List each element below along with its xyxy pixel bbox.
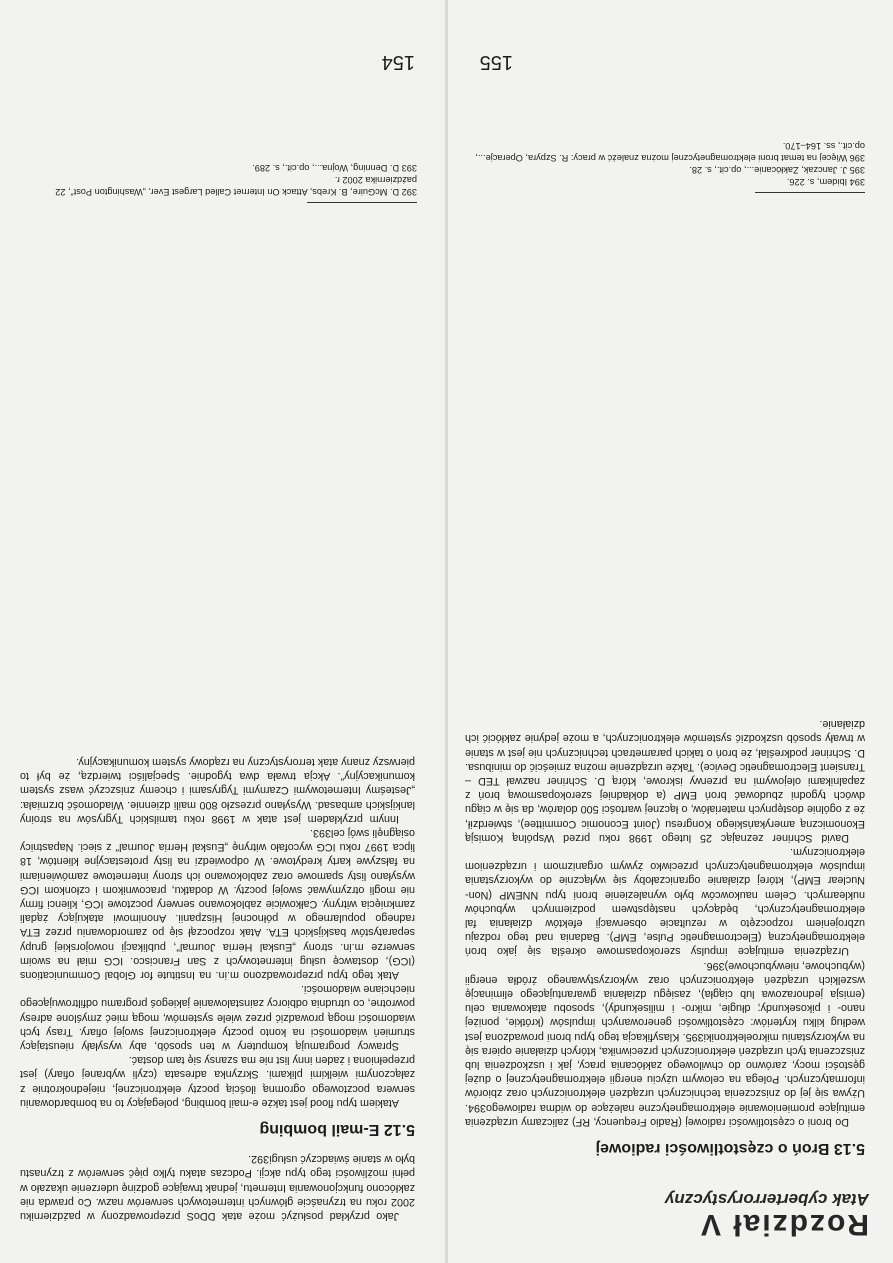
footnote: 393 D. Denning, Wojna..., op.cit., s. 289. [252, 163, 417, 173]
footnote-rule [307, 202, 417, 203]
page-154 [0, 0, 445, 1263]
footnotes [17, 162, 417, 203]
text-column [20, 755, 415, 1223]
paragraph: Innym przykładem jest atak w 1998 roku tamilskich Tygrysów na stroiny lankijskich ambasad. Wysyłano przeszło 800 maili dziennie. Wiadomość brzmiała: „Jesteśmy Internetowymi Czarnymi Tygrysami i chcemy zniszczyć wasz system komunikacyjny”. Akcja trwała dwa tygodnie. Specjaliści twierdzą, że był to pierwszy znany atak terrorystyczny na rządowy system komunikacyjny. [20, 755, 415, 825]
paragraph: Atakiem typu flood jest także e-mail bombing, polegający to na bombardowaniu serwera pocztowego ogromną ilością poczty elektronicznej, niejednokrotnie z załączonymi wielkimi plikami. Skrzynka adresata (czyli wybranej ofiary) jest przepełniona i żaden inny list nie ma szansy się tam dostać. [20, 1054, 415, 1109]
chapter-subtitle: Atak cyberterrorystyczny [664, 1190, 869, 1209]
section-heading-5-12: 5.12 E-mail bombing [259, 1120, 415, 1138]
footnote: 396 Więcej na temat broni elektromagnetycznej można znaleźć w pracy: R. Szpyra, Operacje..., op.cit., ss. 164–170. [475, 141, 865, 163]
page-155 [448, 0, 893, 1263]
paragraph: Urządzenia emitujące impulsy szerokopasmowe określa się jako broń elektromagnetyczną (Electromagnetic Pulse, EMP). Badania nad tego rodzaju uzbrojeniem rozpoczęto w rezultacie obserwacji efektów działania fal elektromagnetycznych, będących następstwem podziemnych wybuchów nuklearnych. Celem naukowców było wynalezienie broni typu NNEMP (Non-Nuclear EMP), której działanie ograniczałoby się wyłącznie do wykorzystania impulsów elektromagnetycznych przeciwko żywym organizmom i urządzeniom elektronicznym. [465, 845, 865, 958]
footnote: 392 D. McGuire, B. Krebs, Attack On Internet Called Largest Ever, „Washington Post”, 22 października 2002 r. [55, 175, 417, 197]
chapter-title: Rozdział V [698, 1208, 869, 1241]
paragraph: Do broni o częstotliwości radiowej (Radio Frequency, RF) zaliczamy urządzenia emitujące promieniowanie elektromagnetyczne należące do widma radiowego394. Używa się jej do zniszczenia technicznych urządzeń elektronicznych oraz zbiorów informatycznych. Polega na celowym użyciu energii elektromagnetycznej o dużej gęstości mocy, zarówno do chwilowego zakłócania pracy, jak i uszkodzenia lub zniszczenia tych urządzeń elektronicznych przeciwnika, których działanie opiera się na wykorzystaniu mikroelektroniki395. Klasyfikacja tego typu broni prowadzona jest według kilku kryteriów: częstotliwości generowanych impulsów (krótkie, poniżej nano- i pikosekundy; długie, mikro- i milisekundy), sposobu atakowania celu (emisja jednorazowa lub ciągła), zasięgu działania gwarantującego eliminację wszelkich urządzeń elektronicznych oraz wykorzystywanego źródła energii (wybuchowe, niewybuchowe)396. [465, 959, 865, 1128]
gutter [445, 0, 448, 1263]
running-head [665, 1189, 869, 1241]
paragraph: Atak tego typu przeprowadzono m.in. na Institute for Global Communications (ICG), dostawcę usług internetowych z San Francisco. ICG miał na swoim serwerze m.in. strony „Euskal Herria Journal”, publikacji nowojorskiej grupy separatystów baskijskich ETA. Atak rozpoczął się po zamordowaniu przez ETA radnego popularnego w północnej Hiszpanii. Anonimowi atakujący żądali zamknięcia witryny. Całkowicie zablokowano serwery pocztowe ICG, klienci firmy nie mogli otrzymywać swojej poczty. W dodatku, pracownikom i członkom ICG wysyłano listy spamowe oraz zablokowano ich strony internetowe zamówieniami na fałszywe karty kredytowe. W odpowiedzi na listy protestacyjne klientów, 18 lipca 1997 roku ICG wycofało witrynę „Euskal Herria Journal” z sieci. Napastnicy osiągnęli swój cel393. [20, 826, 415, 981]
section-heading-5-13: 5.13 Broń o częstotliwości radiowej [595, 1140, 865, 1157]
paragraph: Jako przykład posłużyć może atak DDoS przeprowadzony w październiku 2002 roku na trzynaście głównych internetowych serwerów nazw. Co prawda nie zakłócono funkcjonowania Internetu, jednak trwające godzinę uderzenie ukazało w pełni możliwości tego typu akcji. Podczas ataku tylko pięć serwerów z trzynastu było w stanie świadczyć usługi392. [20, 1153, 415, 1222]
paragraph: Sprawcy programują komputery w ten sposób, aby wysyłały nieustający strumień wiadomości na konto poczty elektronicznej swojej ofiary. Trasy tych wiadomości mogą prowadzić przez wiele systemów, mogą mieć zmyślone adresy powrotne, co utrudnia odbiorcy zainstalowanie jakiegoś programu odfiltrowującego niechciane wiadomości. [20, 983, 415, 1052]
text-column [465, 717, 865, 1155]
footnote: 395 J. Janczak, Zakłócanie..., op.cit., s. 28. [689, 165, 865, 175]
footnote: 394 Ibidem, s. 226. [786, 177, 865, 187]
page-number: 154 [381, 51, 415, 73]
paragraph: David Schriner zeznając 25 lutego 1998 roku przed Wspólną Komisją Ekonomiczną amerykańskiego Kongresu (Joint Economic Committee), stwierdził, że z ogólnie dostępnych materiałów, o łącznej wartości 500 dolarów, da się w ciągu dwóch tygodni zbudować broń EMP (a dokładniej szerokopasmową broń z zapalnikami olejowymi na przerwy iskrowe, którą D. Schriner nazwał TED – Transient Electromagnetic Device). Także urządzenie można zmieścić do minibusa. D. Schriner podkreślał, że broń o takich parametrach technicznych nie jest w stanie w trwały sposób uszkodzić systemów elektronicznych, a może jedynie zakłócić ich działanie. [465, 718, 865, 844]
footnote-rule [755, 192, 865, 193]
footnotes [465, 140, 865, 193]
page-number: 155 [479, 51, 513, 73]
